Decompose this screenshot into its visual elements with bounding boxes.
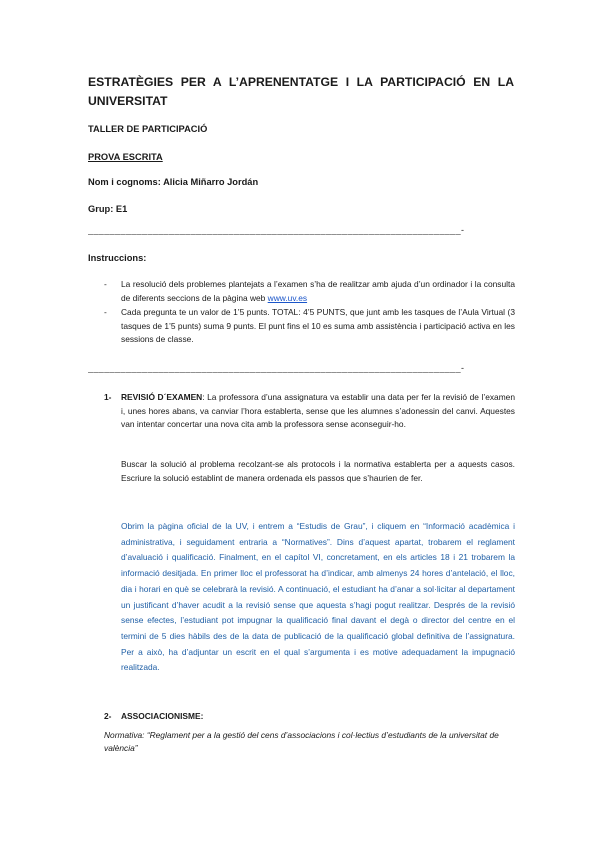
exam-type-label: PROVA ESCRITA [88, 152, 163, 162]
document-title: ESTRATÈGIES PER A L’APRENENTATGE I LA PARTICIPACIÓ EN LA [88, 75, 514, 89]
question2-heading: ASSOCIACIONISME: [121, 711, 204, 721]
instruction-bullet: - [104, 279, 107, 289]
instruction-bullet: - [104, 307, 107, 317]
group-label: Grup: E1 [88, 204, 128, 214]
instruction-item [121, 278, 515, 305]
question1-answer: Obrim la pàgina oficial de la UV, i entrem a “Estudis de Grau”, i cliquem en “Informació acadèmica i administrativa, i seguidament entraria a “Normatives”. Dins d’aquest apartat, trobarem el reglament d’avaluació i qualificació. Finalment, en el capítol VI, concretament, en els articles 18 i 21 trobarem la informació desitjada. En primer lloc el professorat ha d’indicar, amb almenys 24 hores d’antelació, el lloc, dia i horari en què se celebrarà la revisió. A continuació, el estudiant ha d’anar a sol·licitar al departament un justificant d’haver acudit a la revisió sense que aquesta s’hagi pogut realitzar. Després de la revisió sense efectes, l’estudiant pot impugnar la qualificació final davant el degà o director del centre en el termini de 5 dies hàbils des de la data de publicació de la qualificació global definitiva de l’assignatura. Per a això, ha d’adjuntar un escrit en el qual s’argumenta i es motive adequadament la impugnació realitzada. [121, 521, 515, 673]
instruction-item: Cada pregunta te un valor de 1’5 punts. TOTAL: 4’5 PUNTS, que junt amb les tasques de l’Aula Virtual (3 tasques de 1’5 punts) suma 9 punts. El punt fins el 10 es suma amb assistència i participació activa en les sessions de classe. [121, 307, 515, 345]
question-number: 1- [104, 392, 112, 402]
instructions-heading: Instruccions: [88, 253, 147, 263]
question-number: 2- [104, 711, 112, 721]
question1-task: Buscar la solució al problema recolzant-se als protocols i la normativa establerta per a aquests casos. Escriure la solució establint de manera ordenada els passos que s’haurien de fer. [121, 459, 515, 483]
separator-line: _____________________________________________________________________- [88, 363, 465, 373]
instruction-text: La resolució dels problemes plantejats a l’examen s’ha de realitzar amb ajuda d’un ordinador i la consulta de diferents seccions de la pàgina web [121, 279, 515, 303]
student-name: Nom i cognoms: Alicia Miñarro Jordán [88, 177, 259, 187]
workshop-subtitle: TALLER DE PARTICIPACIÓ [88, 124, 208, 134]
question1-heading: REVISIÓ D´EXAMEN [121, 392, 203, 402]
question2-normativa: Normativa: “Reglament per a la gestió del cens d’associacions i col·lectius d’estudiants de la universitat de valència” [104, 730, 499, 753]
separator-line: _____________________________________________________________________- [88, 225, 465, 235]
document-title-continued: UNIVERSITAT [88, 94, 168, 108]
uv-website-link[interactable]: www.uv.es [267, 292, 308, 303]
question1-text: : La professora d’una assignatura va establir una data per fer la revisió de l’examen i, unes hores abans, va canviar l’hora establerta, sense que les alumnes s’adonessin del canvi. Aquestes van intentar concertar una nova cita amb la professora sense aconseguir-ho. [121, 392, 515, 430]
question1-statement [121, 391, 515, 432]
